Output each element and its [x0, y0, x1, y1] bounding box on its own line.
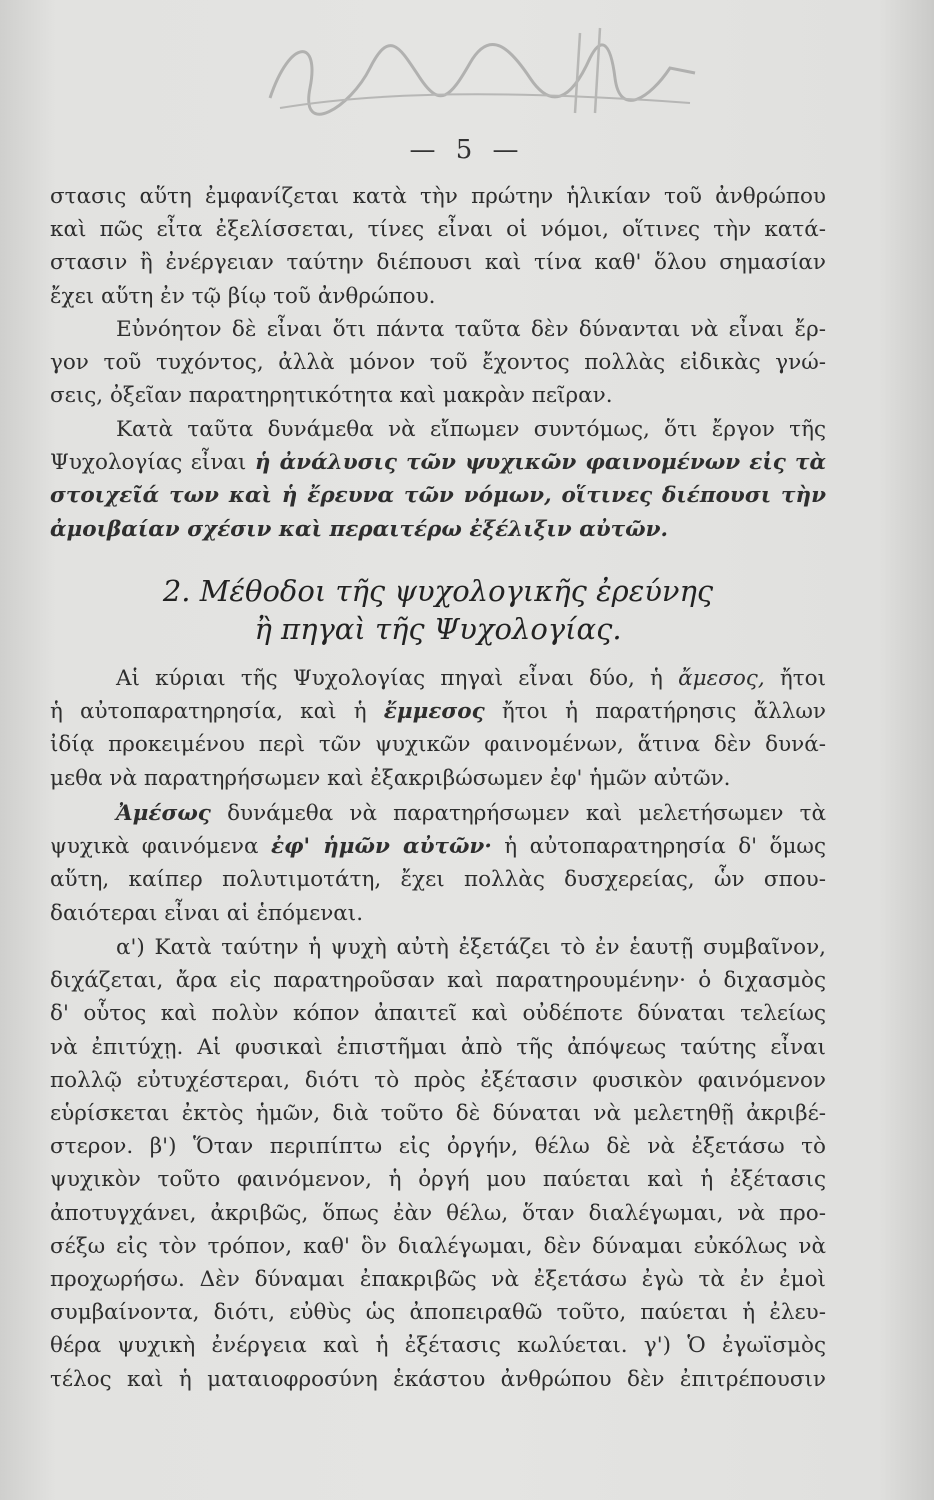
text-line: ἰδίᾳ προκειμένου περὶ τῶν ψυχικῶν φαινομένων, ἅτινα δὲν δυνά-	[50, 732, 826, 758]
text-line: σεις, ὀξεῖαν παρατηρητικότητα καὶ μακρὰν πεῖραν.	[50, 383, 613, 409]
text-plain: ἡ αὐτοπαρατηρησία, καὶ ἡ	[50, 699, 367, 725]
text-line: ἔχει αὕτη ἐν τῷ βίῳ τοῦ ἀνθρώπου.	[50, 283, 436, 309]
text-line: θέρα ψυχικὴ ἐνέργεια καὶ ἡ ἐξέτασις κωλύεται. γ') Ὁ ἐγωϊσμὸς	[50, 1333, 826, 1359]
text-line: προχωρήσω. Δὲν δύναμαι ἐπακριβῶς νὰ ἐξετάσω ἐγὼ τὰ ἐν ἐμοὶ	[50, 1267, 826, 1293]
paragraph-sources	[50, 662, 826, 795]
text-italic: ἄμεσος,	[678, 666, 765, 691]
text-emphasis: ἐφ' ἡμῶν αὐτῶν·	[270, 834, 492, 860]
text-line: διχάζεται, ἄρα εἰς παρατηροῦσαν καὶ παρατηρουμένην· ὁ διχασμὸς	[50, 968, 826, 994]
text-plain: δυνάμεθα νὰ παρατηρήσωμεν καὶ μελετήσωμεν τὰ	[227, 801, 826, 826]
paragraph-difficulties	[50, 931, 826, 1396]
text-emphasis: ἔμμεσος	[383, 699, 485, 725]
text-line: αὕτη, καίπερ πολυτιμοτάτη, ἔχει πολλὰς δυσχερείας, ὧν σπου-	[50, 867, 826, 893]
text-line: δαιότεραι εἶναι αἱ ἑπόμεναι.	[50, 900, 364, 926]
text-line: σέξω εἰς τὸν τρόπον, καθ' ὃν διαλέγωμαι, δὲν δύναμαι εὐκόλως νὰ	[50, 1233, 826, 1259]
text-line: στερον. β') Ὅταν περιπίπτω εἰς ὀργήν, θέλω δὲ νὰ ἐξετάσω τὸ	[50, 1134, 826, 1160]
section-subheading: ἢ πηγαὶ τῆς Ψυχολογίας.	[254, 612, 622, 646]
text-line: νὰ ἐπιτύχῃ. Αἱ φυσικαὶ ἐπιστῆμαι ἀπὸ τῆς ἀπόψεως ταύτης εἶναι	[50, 1034, 826, 1060]
text-line: τέλος καὶ ἡ ματαιοφροσύνη ἑκάστου ἀνθρώπου δὲν ἐπιτρέπουσιν	[50, 1366, 826, 1392]
text-line	[50, 797, 826, 830]
text-line: μεθα νὰ παρατηρήσωμεν καὶ ἐξακριβώσωμεν ἐφ' ἡμῶν αὐτῶν.	[50, 765, 731, 791]
text-plain: Αἱ κύριαι τῆς Ψυχολογίας πηγαὶ εἶναι δύο, ἡ	[116, 666, 663, 691]
text-line: συμβαίνοντα, διότι, εὐθὺς ὡς ἀποπειραθῶ τοῦτο, παύεται ἡ ἐλευ-	[50, 1300, 826, 1326]
page-number: — 5 —	[409, 135, 525, 165]
section-heading: 2. Μέθοδοι τῆς ψυχολογικῆς ἐρεύνης	[162, 574, 714, 608]
text-line: δ' οὗτος καὶ πολὺν κόπον ἀπαιτεῖ καὶ οὐδέποτε δύναται τελείως	[50, 1001, 826, 1027]
text-line: καὶ πῶς εἶτα ἐξελίσσεται, τίνες εἶναι οἱ νόμοι, οἵτινες τὴν κατά-	[50, 217, 826, 243]
text-emphasis-line: ἀμοιβαίαν σχέσιν καὶ περαιτέρω ἐξέλιξιν αὐτῶν.	[50, 516, 669, 542]
text-line: Κατὰ ταῦτα δυνάμεθα νὰ εἴπωμεν συντόμως, ὅτι ἔργον τῆς	[116, 417, 826, 442]
text-line: ψυχικὸν τοῦτο φαινόμενον, ἡ ὀργή μου παύεται καὶ ἡ ἐξέτασις	[50, 1167, 826, 1193]
text-line: πολλῷ εὐτυχέστεραι, διότι τὸ πρὸς ἐξέτασιν φυσικὸν φαινόμενον	[50, 1067, 826, 1093]
text-plain: ἤτοι ἡ παρατήρησις ἄλλων	[501, 699, 826, 725]
text-line: α') Κατὰ ταύτην ἡ ψυχὴ αὐτὴ ἐξετάζει τὸ ἐν ἑαυτῇ συμβαῖνον,	[116, 935, 826, 960]
text-plain: ψυχικὰ φαινόμενα	[50, 834, 259, 860]
text-line: γον τοῦ τυχόντος, ἀλλὰ μόνον τοῦ ἔχοντος πολλὰς εἰδικὰς γνώ-	[50, 350, 826, 376]
text-line: στασιν ἢ ἐνέργειαν ταύτην διέπουσι καὶ τίνα καθ' ὅλου σημασίαν	[50, 250, 826, 276]
text-emphasis: Ἀμέσως	[116, 801, 211, 826]
text-plain: Ψυχολογίας εἶναι	[50, 450, 247, 476]
paragraph-knowledge	[50, 313, 826, 413]
text-line	[50, 662, 826, 695]
text-emphasis: ἡ ἀνάλυσις τῶν ψυχικῶν φαινομένων εἰς τὰ	[254, 450, 826, 476]
text-line: ἀποτυγχάνει, ἀκριβῶς, ὅπως ἐὰν θέλω, ὅταν διαλέγωμαι, νὰ προ-	[50, 1200, 826, 1226]
handwritten-signature	[250, 18, 710, 128]
text-emphasis-line: στοιχεῖά των καὶ ἡ ἔρευνα τῶν νόμων, οἵτινες διέπουσι τὴν	[50, 483, 826, 509]
text-line	[50, 830, 826, 863]
text-plain: ἤτοι	[779, 666, 826, 691]
paragraph-continuation	[50, 180, 826, 313]
text-line: στασις αὕτη ἐμφανίζεται κατὰ τὴν πρώτην ἡλικίαν τοῦ ἀνθρώπου	[50, 184, 826, 209]
text-line: Εὐνόητον δὲ εἶναι ὅτι πάντα ταῦτα δὲν δύνανται νὰ εἶναι ἔρ-	[116, 317, 826, 342]
paragraph-definition	[50, 413, 826, 546]
text-plain: ἡ αὐτοπαρατηρησία δ' ὅμως	[504, 834, 826, 860]
paragraph-direct	[50, 797, 826, 930]
text-line	[50, 695, 826, 728]
text-line	[50, 446, 826, 479]
text-line: εὑρίσκεται ἐκτὸς ἡμῶν, διὰ τοῦτο δὲ δύναται νὰ μελετηθῇ ἀκριβέ-	[50, 1101, 826, 1127]
